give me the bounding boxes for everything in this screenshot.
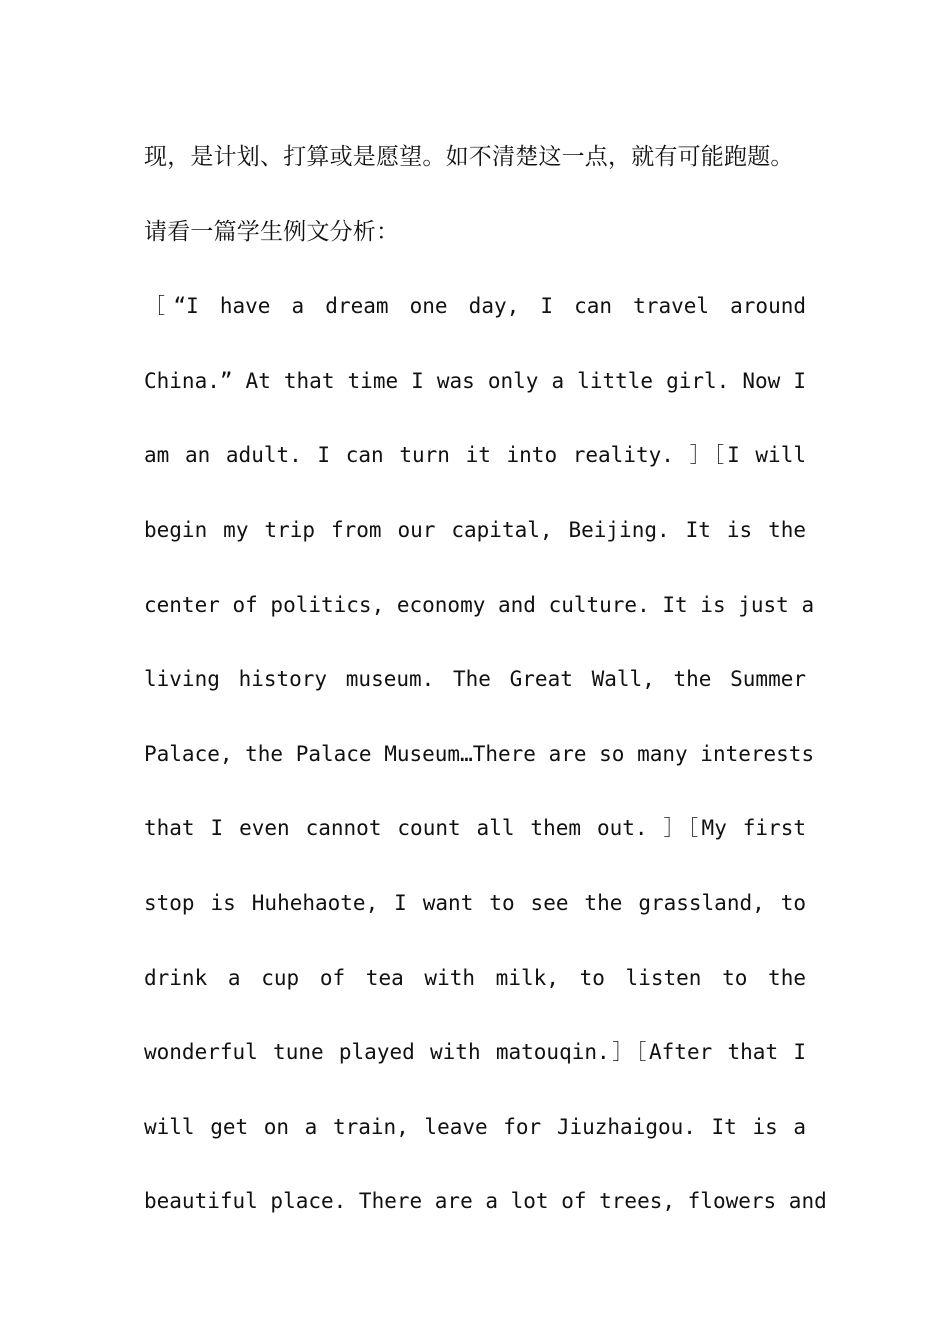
- text-line: am an adult. I can turn it into reality. ］［I will: [144, 443, 806, 468]
- document-body: [144, 120, 827, 1239]
- text-line: living history museum. The Great Wall, the Summer: [144, 667, 806, 692]
- text-line: Palace, the Palace Museum…There are so many interests: [144, 741, 815, 766]
- text-line: wonderful tune played with matouqin.］［After that I: [144, 1040, 806, 1065]
- text-line: 现，是计划、打算或是愿望。如不清楚这一点，就有可能跑题。: [144, 144, 794, 170]
- text-line: drink a cup of tea with milk, to listen to the: [144, 965, 806, 990]
- text-line: China.” At that time I was only a little girl. Now I: [144, 368, 806, 393]
- text-line: ［“I have a dream one day, I can travel around: [144, 294, 806, 319]
- text-line: that I even cannot count all them out. ］［My first: [144, 816, 806, 841]
- text-line: center of politics, economy and culture. It is just a: [144, 592, 815, 617]
- text-line: beautiful place. There are a lot of trees, flowers and: [144, 1189, 827, 1214]
- text-line: will get on a train, leave for Jiuzhaigou. It is a: [144, 1114, 806, 1139]
- text-line: stop is Huhehaote, I want to see the grassland, to: [144, 890, 806, 915]
- text-line: begin my trip from our capital, Beijing. It is the: [144, 517, 806, 542]
- text-line: 请看一篇学生例文分析：: [144, 218, 400, 245]
